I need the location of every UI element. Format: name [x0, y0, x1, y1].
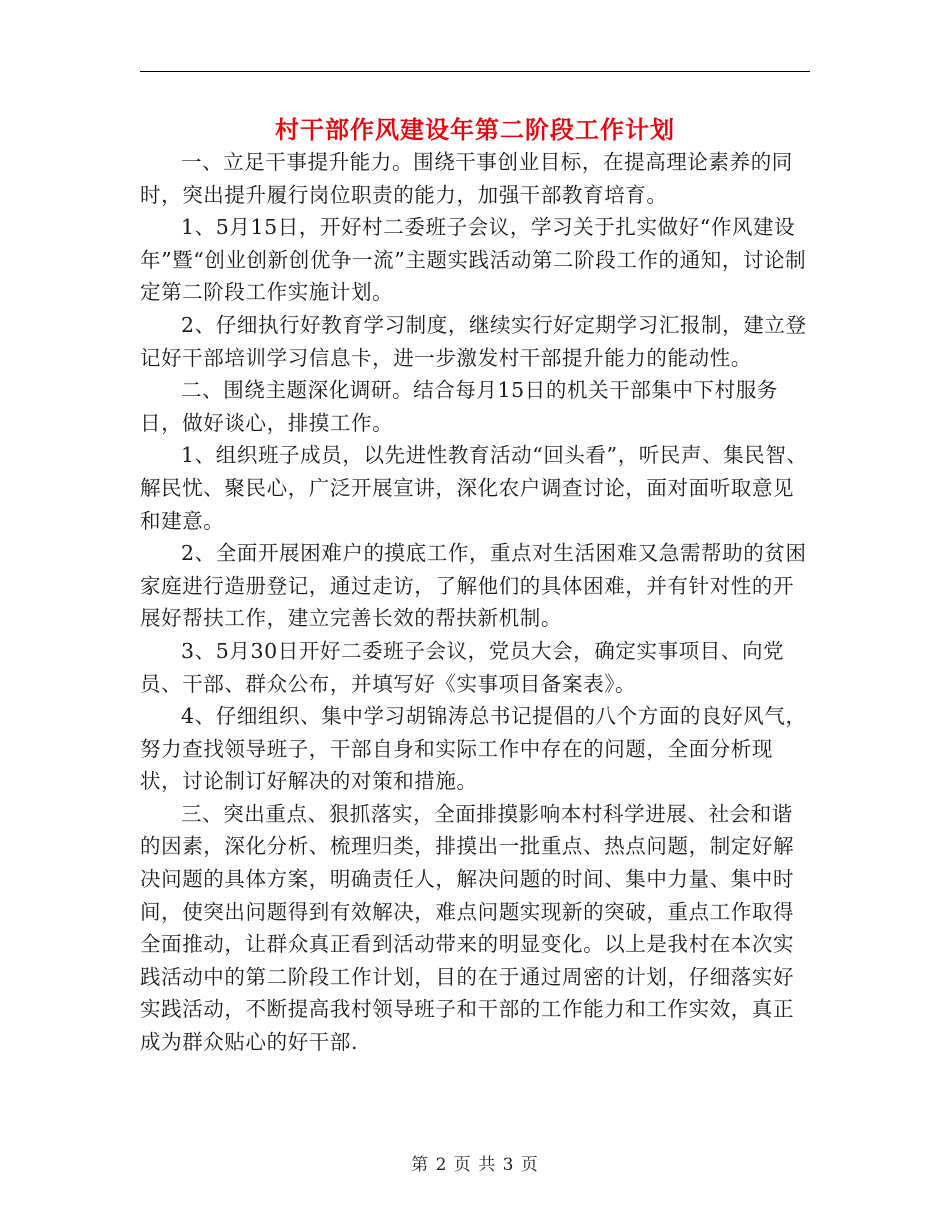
paragraph: 4、仔细组织、集中学习胡锦涛总书记提倡的八个方面的良好风气，努力查找领导班子，干部自身和实际工作中存在的问题，全面分析现状，讨论制订好解决的对策和措施。	[140, 704, 807, 794]
paragraph: 2、全面开展困难户的摸底工作，重点对生活困难又急需帮助的贫困家庭进行造册登记，通过走访，了解他们的具体困难，并有针对性的开展好帮扶工作，建立完善长效的帮扶新机制。	[140, 541, 807, 631]
paragraph: 3、5月30日开好二委班子会议，党员大会，确定实事项目、向党员、干部、群众公布，并填写好《实事项目备案表》。	[140, 638, 785, 696]
paragraph: 二、围绕主题深化调研。结合每月15日的机关干部集中下村服务日，做好谈心，排摸工作。	[140, 378, 778, 435]
header-rule	[140, 71, 810, 72]
paragraph: 2、仔细执行好教育学习制度，继续实行好定期学习汇报制，建立登记好干部培训学习信息卡，进一步激发村干部提升能力的能动性。	[140, 312, 807, 370]
paragraph: 一、立足干事提升能力。围绕干事创业目标，在提高理论素养的同时，突出提升履行岗位职责的能力，加强干部教育培育。	[140, 150, 793, 207]
paragraph: 1、组织班子成员，以先进性教育活动“回头看”，听民声、集民智、解民忧、聚民心，广泛开展宣讲，深化农户调查讨论，面对面听取意见和建意。	[140, 443, 808, 533]
document-title: 村干部作风建设年第二阶段工作计划	[275, 115, 675, 144]
page-footer: 第 2 页 共 3 页	[411, 1155, 539, 1175]
paragraph: 1、5月15日，开好村二委班子会议，学习关于扎实做好“作风建设年”暨“创业创新创优争一流”主题实践活动第二阶段工作的通知，讨论制定第二阶段工作实施计划。	[140, 215, 807, 305]
document-body	[140, 146, 812, 1059]
paragraph: 三、突出重点、狠抓落实，全面排摸影响本村科学进展、社会和谐的因素，深化分析、梳理归类，排摸出一批重点、热点问题，制定好解决问题的具体方案，明确责任人，解决问题的时间、集中力量、集中时间，使突出问题得到有效解决，难点问题实现新的突破，重点工作取得全面推动，让群众真正看到活动带来的明显变化。以上是我村在本次实践活动中的第二阶段工作计划，目的在于通过周密的计划，仔细落实好实践活动，不断提高我村领导班子和干部的工作能力和工作实效，真正成为群众贴心的好干部.	[140, 801, 795, 1055]
